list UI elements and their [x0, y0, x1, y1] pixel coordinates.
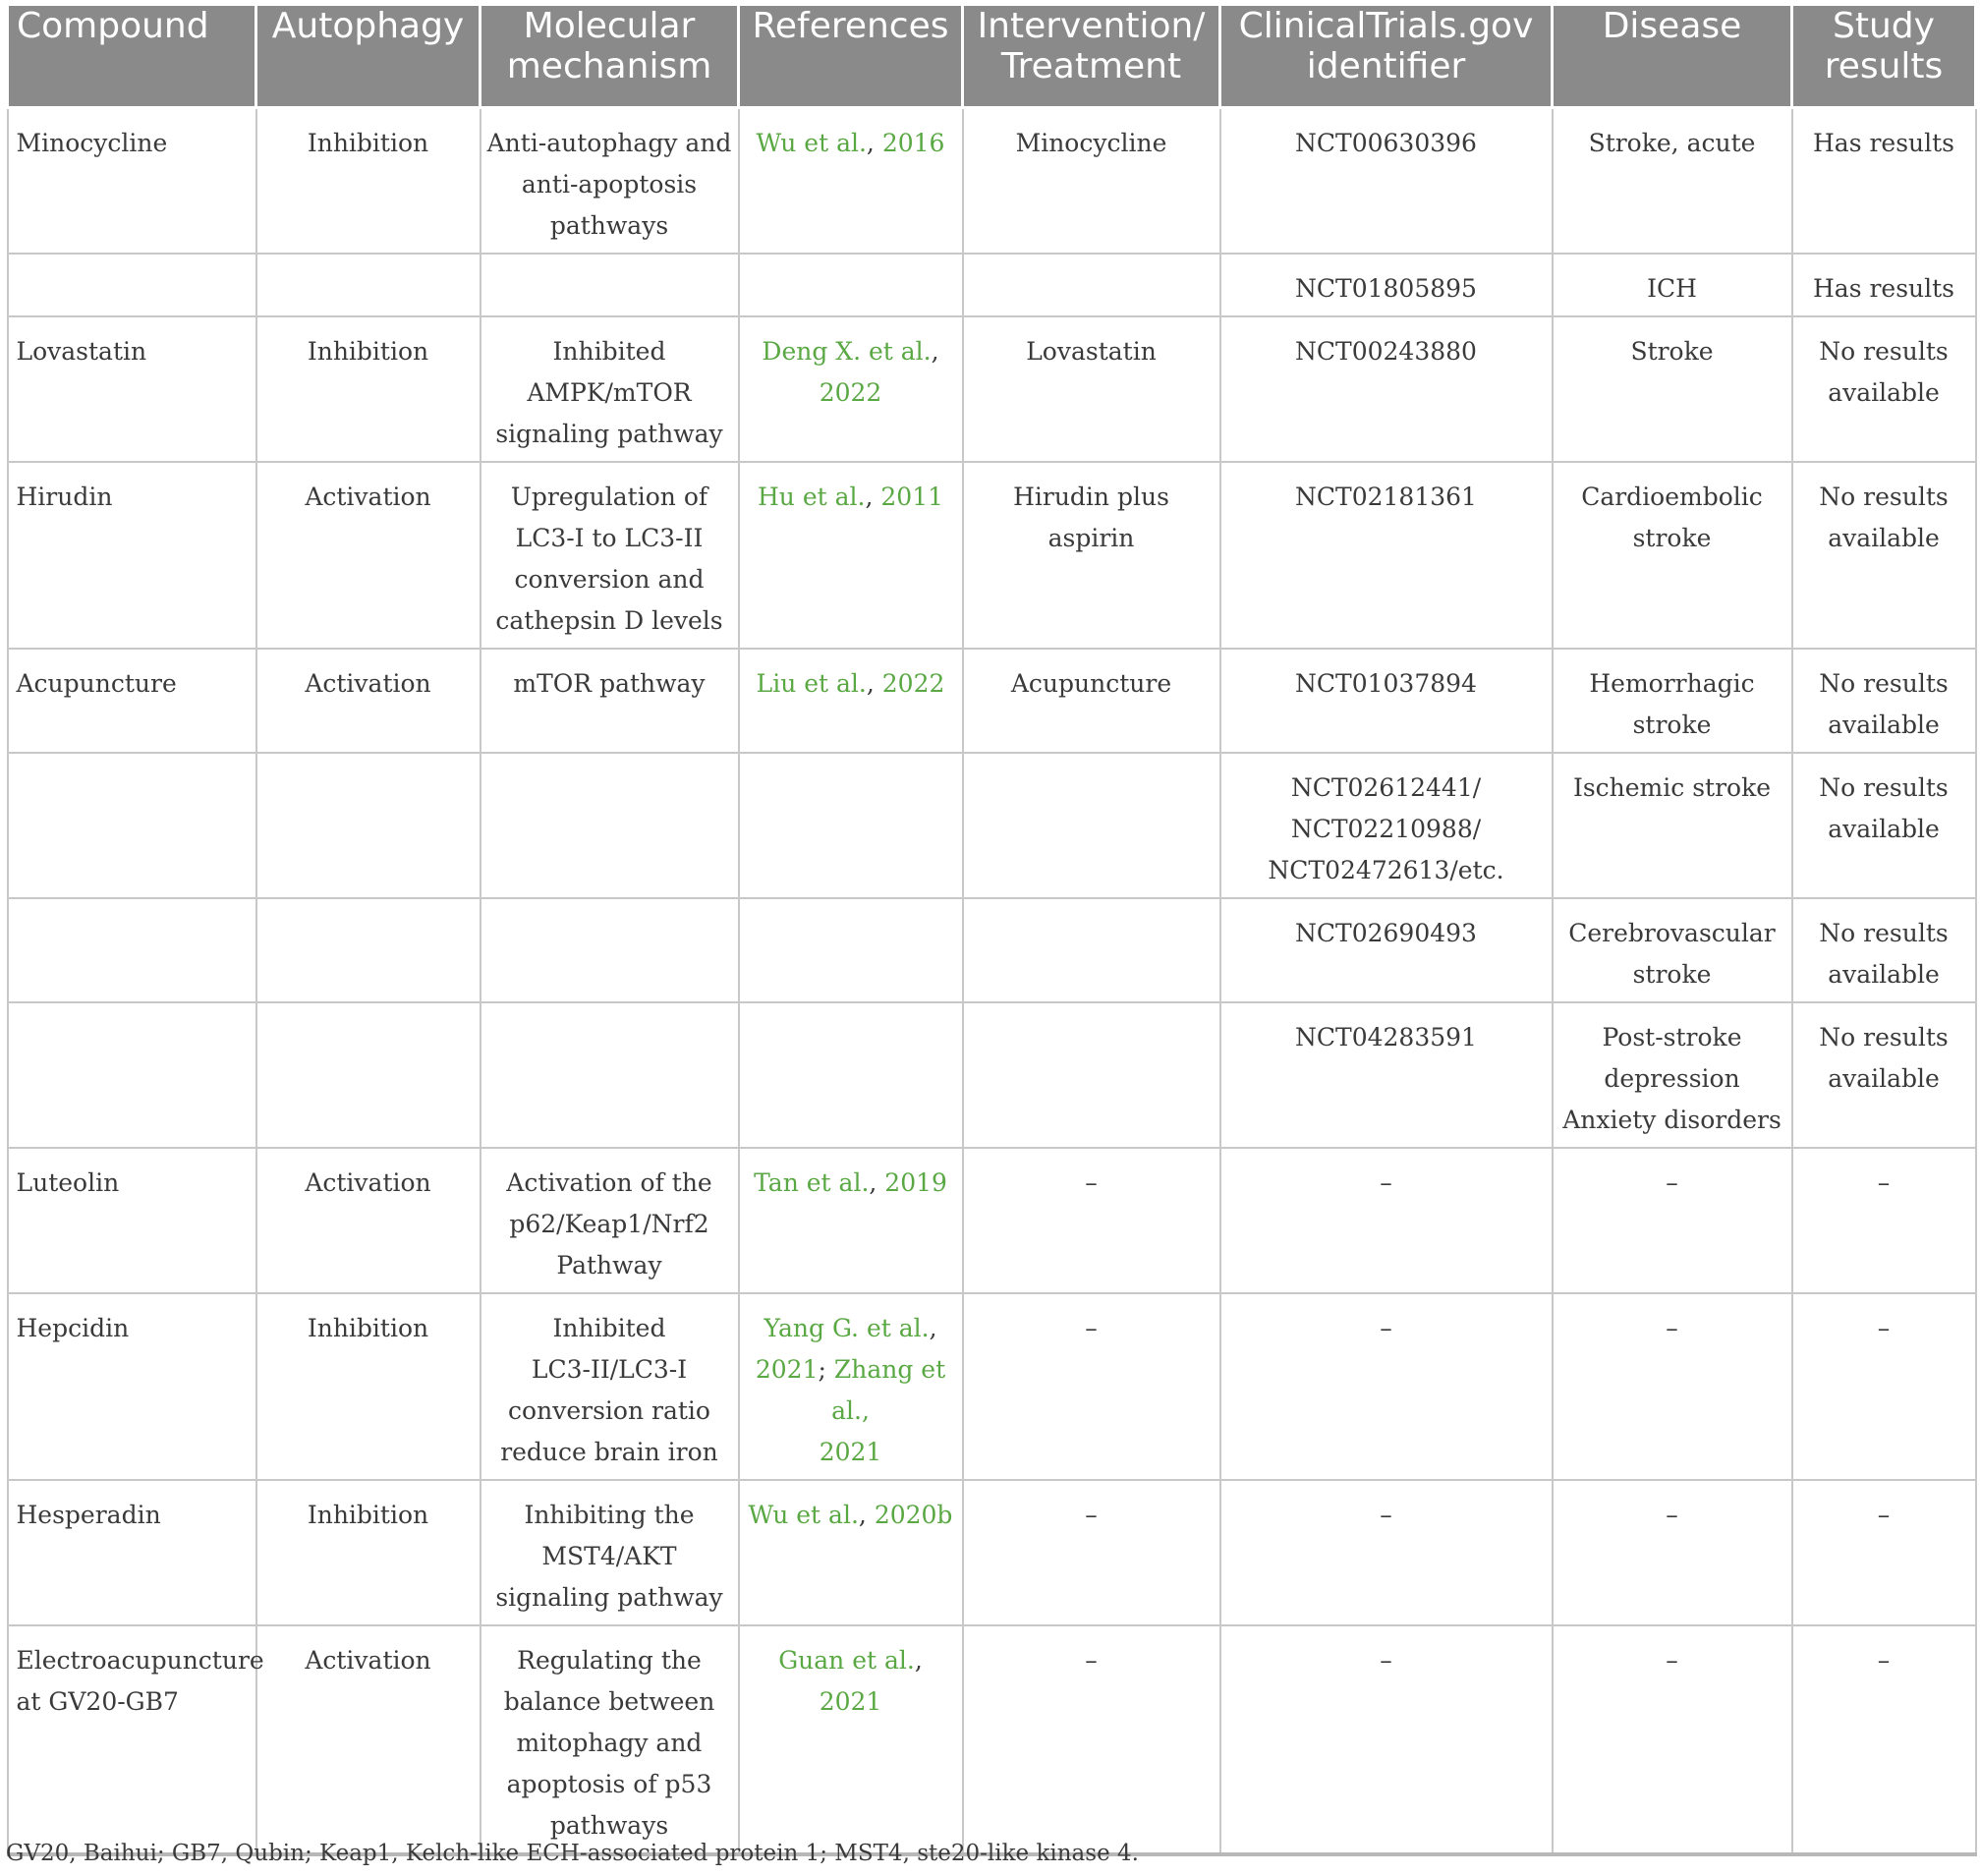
cell-intervention: [963, 1293, 1220, 1480]
cell-references: [739, 1293, 963, 1480]
mechanism-line: Activation of the: [506, 1168, 712, 1197]
cell-autophagy: Activation: [256, 649, 481, 753]
cell-disease: [1553, 1625, 1792, 1854]
mechanism-line: mTOR pathway: [513, 669, 706, 698]
header-line: identifier: [1306, 46, 1466, 86]
results-line: No results: [1819, 1023, 1949, 1052]
cell-intervention: [963, 1148, 1220, 1293]
reference-link[interactable]: Guan et al.: [778, 1646, 915, 1675]
cell-references: [739, 753, 963, 898]
cell-intervention: [963, 254, 1220, 316]
mechanism-line: Anti-autophagy and: [486, 129, 732, 157]
cell-mechanism: [481, 753, 739, 898]
reference-link[interactable]: Hu et al.: [757, 483, 866, 511]
cell-compound: [8, 254, 256, 316]
header-line: Molecular: [523, 6, 696, 46]
cell-compound: [8, 316, 256, 462]
disease-line: Cardioembolic: [1581, 483, 1763, 511]
disease-line: Hemorrhagic: [1589, 669, 1755, 698]
disease-line: Cerebrovascular: [1568, 919, 1776, 947]
cell-mechanism: [481, 649, 739, 753]
cell-study-results: [1792, 898, 1976, 1002]
reference-link[interactable]: Wu et al.: [756, 129, 867, 157]
intervention-line: –: [1085, 1168, 1098, 1197]
results-line: –: [1877, 1646, 1891, 1675]
column-header-autophagy: [256, 6, 481, 108]
reference-separator: ,: [866, 669, 882, 698]
mechanism-line: mitophagy and: [516, 1729, 703, 1757]
cell-intervention: [963, 1002, 1220, 1148]
table-row: [8, 1293, 1976, 1480]
cell-disease: [1553, 1148, 1792, 1293]
cell-mechanism: [481, 254, 739, 316]
cell-compound: [8, 1625, 264, 1854]
cell-references: [739, 108, 963, 255]
reference-link[interactable]: Yang G. et al.: [764, 1314, 930, 1342]
cell-compound: [8, 1002, 256, 1148]
reference-line: [746, 1163, 956, 1204]
reference-link[interactable]: Liu et al.: [756, 669, 867, 698]
identifier-line: NCT02472613/etc.: [1268, 856, 1504, 884]
cell-identifier: [1220, 1293, 1553, 1480]
header-line: mechanism: [506, 46, 712, 86]
header-line: References: [752, 6, 949, 46]
cell-mechanism: [481, 462, 739, 649]
identifier-line: –: [1380, 1501, 1392, 1529]
intervention-line: –: [1085, 1314, 1098, 1342]
cell-mechanism: [481, 1002, 739, 1148]
cell-references: [739, 1148, 963, 1293]
identifier-line: NCT01805895: [1295, 274, 1477, 303]
reference-link[interactable]: 2021: [819, 1687, 882, 1716]
cell-compound: [8, 1480, 256, 1625]
cell-identifier: [1220, 898, 1553, 1002]
compound-line: Hesperadin: [16, 1501, 161, 1529]
reference-line: [746, 1349, 956, 1432]
table-row: [8, 898, 1976, 1002]
cell-identifier: [1220, 1002, 1553, 1148]
cell-intervention: [963, 649, 1220, 753]
cell-disease: [1553, 108, 1792, 255]
cell-compound: [8, 108, 256, 255]
header-line: Study: [1833, 6, 1935, 46]
cell-mechanism: [481, 1148, 739, 1293]
compound-line: Electroacupuncture: [16, 1646, 264, 1675]
results-line: –: [1877, 1501, 1891, 1529]
column-header-intervention: [963, 6, 1220, 108]
reference-line: [746, 331, 956, 372]
intervention-line: Hirudin plus aspirin: [1013, 483, 1169, 552]
header-row: [8, 6, 1976, 108]
table-row: [8, 1002, 1976, 1148]
header-line: ClinicalTrials.gov: [1238, 6, 1534, 46]
cell-study-results: [1792, 254, 1976, 316]
cell-intervention: [963, 1480, 1220, 1625]
cell-autophagy: Inhibition: [256, 1293, 481, 1480]
disease-line: stroke: [1632, 960, 1712, 989]
cell-autophagy: [256, 254, 481, 316]
identifier-line: NCT02210988/: [1290, 815, 1482, 843]
cell-intervention: [963, 1625, 1220, 1854]
cell-compound: [8, 1293, 256, 1480]
mechanism-line: conversion and: [514, 565, 705, 594]
mechanism-line: signaling pathway: [495, 420, 723, 448]
reference-separator: ,: [865, 483, 881, 511]
cell-mechanism: [481, 898, 739, 1002]
mechanism-line: MST4/AKT: [541, 1542, 677, 1570]
cell-references: [739, 254, 963, 316]
header-line: Intervention/: [977, 6, 1206, 46]
table-container: [6, 6, 1974, 1856]
reference-link[interactable]: Tan et al.: [754, 1168, 870, 1197]
cell-disease: [1553, 1293, 1792, 1480]
mechanism-line: signaling pathway: [495, 1583, 723, 1612]
mechanism-line: Upregulation of: [510, 483, 708, 511]
reference-line: [746, 477, 956, 518]
disease-line: Stroke, acute: [1588, 129, 1756, 157]
mechanism-line: Inhibited: [552, 1314, 666, 1342]
reference-line: [746, 372, 956, 414]
cell-references: [739, 1002, 963, 1148]
cell-mechanism: [481, 108, 739, 255]
cell-compound: [8, 1148, 256, 1293]
identifier-line: NCT02612441/: [1290, 773, 1482, 802]
compound-line: at GV20-GB7: [16, 1687, 179, 1716]
reference-line: [746, 1432, 956, 1473]
identifier-line: –: [1380, 1646, 1392, 1675]
disease-line: Ischemic stroke: [1572, 773, 1772, 802]
table-row: [8, 649, 1976, 753]
cell-intervention: [963, 462, 1220, 649]
cell-mechanism: [481, 1625, 739, 1854]
header-line: Disease: [1602, 6, 1742, 46]
table-row: [8, 1148, 1976, 1293]
column-header-mechanism: [481, 6, 739, 108]
compound-line: Hepcidin: [16, 1314, 130, 1342]
table-row: [8, 753, 1976, 898]
cell-identifier: [1220, 753, 1553, 898]
table-row: [8, 1625, 1976, 1854]
cell-study-results: [1792, 1293, 1976, 1480]
cell-references: [739, 1625, 963, 1854]
cell-study-results: [1792, 1480, 1976, 1625]
disease-line: –: [1666, 1646, 1678, 1675]
mechanism-line: p62/Keap1/Nrf2: [509, 1210, 709, 1238]
reference-link[interactable]: Deng X. et al.: [762, 337, 932, 366]
disease-line: depression: [1604, 1064, 1740, 1093]
results-line: –: [1877, 1314, 1891, 1342]
intervention-line: –: [1085, 1646, 1098, 1675]
cell-intervention: [963, 898, 1220, 1002]
reference-line: [746, 663, 956, 705]
cell-mechanism: [481, 1480, 739, 1625]
results-line: Has results: [1812, 274, 1955, 303]
cell-mechanism: [481, 316, 739, 462]
cell-disease: [1553, 462, 1792, 649]
reference-separator: ,: [869, 1168, 885, 1197]
disease-line: Stroke: [1630, 337, 1714, 366]
header-line: results: [1824, 46, 1944, 86]
compound-table: [6, 6, 1977, 1856]
mechanism-line: pathways: [549, 1811, 669, 1840]
cell-mechanism: [481, 1293, 739, 1480]
disease-line: –: [1666, 1501, 1678, 1529]
cell-study-results: [1792, 1148, 1976, 1293]
header-line: Autophagy: [271, 6, 465, 46]
compound-line: Acupuncture: [16, 669, 177, 698]
results-line: available: [1828, 815, 1940, 843]
header-line: Compound: [17, 6, 209, 46]
results-line: No results: [1819, 919, 1949, 947]
cell-study-results: [1792, 1625, 1976, 1854]
cell-compound: [8, 898, 256, 1002]
mechanism-line: LC3-I to LC3-II: [515, 524, 704, 552]
column-header-results: [1792, 6, 1976, 108]
reference-link[interactable]: 2021: [755, 1355, 819, 1384]
mechanism-line: Inhibited: [552, 337, 666, 366]
cell-compound: [8, 753, 256, 898]
cell-autophagy: Inhibition: [256, 108, 481, 255]
column-header-references: [739, 6, 963, 108]
reference-line: [746, 123, 956, 164]
cell-autophagy: Activation: [256, 1625, 481, 1854]
reference-link[interactable]: 2021: [819, 1438, 882, 1466]
identifier-line: NCT01037894: [1295, 669, 1477, 698]
mechanism-line: reduce brain iron: [500, 1438, 718, 1466]
identifier-line: –: [1380, 1314, 1392, 1342]
mechanism-line: Inhibiting the: [524, 1501, 695, 1529]
mechanism-line: apoptosis of p53: [506, 1770, 712, 1798]
disease-line: –: [1666, 1168, 1678, 1197]
cell-study-results: [1792, 316, 1976, 462]
reference-link[interactable]: 2016: [881, 129, 945, 157]
cell-intervention: [963, 108, 1220, 255]
compound-line: Luteolin: [16, 1168, 120, 1197]
reference-link[interactable]: 2019: [884, 1168, 947, 1197]
reference-separator: ,: [866, 129, 882, 157]
cell-identifier: [1220, 1148, 1553, 1293]
table-footnote: GV20, Baihui; GB7, Qubin; Keap1, Kelch-like ECH-associated protein 1; MST4, ste20-like kinase 4.: [6, 1841, 1139, 1866]
disease-line: –: [1666, 1314, 1678, 1342]
cell-study-results: [1792, 1002, 1976, 1148]
identifier-line: –: [1380, 1168, 1392, 1197]
cell-intervention: [963, 753, 1220, 898]
cell-autophagy: Activation: [256, 462, 481, 649]
identifier-line: NCT00630396: [1295, 129, 1477, 157]
table-row: [8, 108, 1976, 255]
identifier-line: NCT02181361: [1295, 483, 1477, 511]
reference-separator: ,: [931, 337, 939, 366]
cell-references: [739, 1480, 963, 1625]
reference-separator: ,: [914, 1646, 923, 1675]
disease-line: stroke: [1632, 711, 1712, 739]
reference-link[interactable]: 2011: [880, 483, 944, 511]
disease-line: ICH: [1647, 274, 1697, 303]
mechanism-line: Pathway: [556, 1251, 662, 1279]
cell-autophagy: [256, 898, 481, 1002]
mechanism-line: conversion ratio: [508, 1396, 710, 1425]
mechanism-line: LC3-II/LC3-I: [531, 1355, 688, 1384]
reference-line: [746, 1495, 956, 1536]
results-line: No results: [1819, 483, 1949, 511]
cell-intervention: [963, 316, 1220, 462]
table-row: [8, 462, 1976, 649]
table-row: [8, 254, 1976, 316]
cell-autophagy: Inhibition: [256, 1480, 481, 1625]
compound-line: Minocycline: [16, 129, 168, 157]
results-line: available: [1828, 378, 1940, 407]
reference-link[interactable]: 2022: [881, 669, 945, 698]
cell-study-results: [1792, 649, 1976, 753]
cell-disease: [1553, 753, 1792, 898]
cell-disease: [1553, 1002, 1792, 1148]
cell-references: [739, 649, 963, 753]
reference-line: [746, 1308, 956, 1349]
mechanism-line: cathepsin D levels: [495, 606, 723, 635]
header-line: Treatment: [1000, 46, 1182, 86]
cell-autophagy: Inhibition: [256, 316, 481, 462]
intervention-line: Minocycline: [1015, 129, 1167, 157]
cell-identifier: [1220, 649, 1553, 753]
reference-separator: ;: [818, 1355, 834, 1384]
mechanism-line: balance between: [503, 1687, 715, 1716]
disease-line: Post-stroke: [1602, 1023, 1742, 1052]
reference-line: [746, 1640, 956, 1723]
reference-link[interactable]: 2020b: [874, 1501, 953, 1529]
cell-identifier: [1220, 316, 1553, 462]
disease-line: stroke: [1632, 524, 1712, 552]
results-line: available: [1828, 960, 1940, 989]
table-header: [8, 6, 1976, 108]
results-line: available: [1828, 1064, 1940, 1093]
column-header-compound: [8, 6, 256, 108]
column-header-identifier: [1220, 6, 1553, 108]
intervention-line: Acupuncture: [1010, 669, 1172, 698]
results-line: Has results: [1812, 129, 1955, 157]
reference-link[interactable]: Zhang et al.,: [831, 1355, 946, 1425]
cell-disease: [1553, 898, 1792, 1002]
identifier-line: NCT02690493: [1295, 919, 1477, 947]
cell-study-results: [1792, 753, 1976, 898]
cell-identifier: [1220, 1480, 1553, 1625]
results-line: No results: [1819, 773, 1949, 802]
results-line: available: [1828, 711, 1940, 739]
cell-identifier: [1220, 254, 1553, 316]
cell-references: [739, 316, 963, 462]
cell-references: [739, 898, 963, 1002]
cell-study-results: [1792, 108, 1976, 255]
cell-autophagy: Activation: [256, 1148, 481, 1293]
reference-link[interactable]: Wu et al.: [748, 1501, 859, 1529]
cell-disease: [1553, 649, 1792, 753]
cell-identifier: [1220, 108, 1553, 255]
identifier-line: NCT00243880: [1295, 337, 1477, 366]
results-line: No results: [1819, 669, 1949, 698]
compound-line: Hirudin: [16, 483, 113, 511]
cell-disease: [1553, 316, 1792, 462]
cell-disease: [1553, 254, 1792, 316]
cell-identifier: [1220, 1625, 1553, 1854]
results-line: available: [1828, 524, 1940, 552]
results-line: –: [1877, 1168, 1891, 1197]
reference-separator: ,: [929, 1314, 937, 1342]
table-row: [8, 1480, 1976, 1625]
intervention-line: Lovastatin: [1026, 337, 1157, 366]
cell-references: [739, 462, 963, 649]
reference-separator: ,: [858, 1501, 875, 1529]
column-header-disease: [1553, 6, 1792, 108]
disease-line: Anxiety disorders: [1562, 1106, 1782, 1134]
identifier-line: NCT04283591: [1295, 1023, 1477, 1052]
cell-study-results: [1792, 462, 1976, 649]
cell-autophagy: [256, 753, 481, 898]
reference-link[interactable]: 2022: [819, 378, 882, 407]
compound-line: Lovastatin: [16, 337, 147, 366]
mechanism-line: anti-apoptosis: [521, 170, 698, 199]
table-row: [8, 316, 1976, 462]
cell-compound: [8, 649, 256, 753]
table-body: [8, 108, 1976, 1855]
results-line: No results: [1819, 337, 1949, 366]
cell-identifier: [1220, 462, 1553, 649]
intervention-line: –: [1085, 1501, 1098, 1529]
mechanism-line: Regulating the: [517, 1646, 702, 1675]
cell-autophagy: [256, 1002, 481, 1148]
cell-disease: [1553, 1480, 1792, 1625]
mechanism-line: pathways: [549, 211, 669, 240]
cell-compound: [8, 462, 256, 649]
mechanism-line: AMPK/mTOR: [527, 378, 692, 407]
